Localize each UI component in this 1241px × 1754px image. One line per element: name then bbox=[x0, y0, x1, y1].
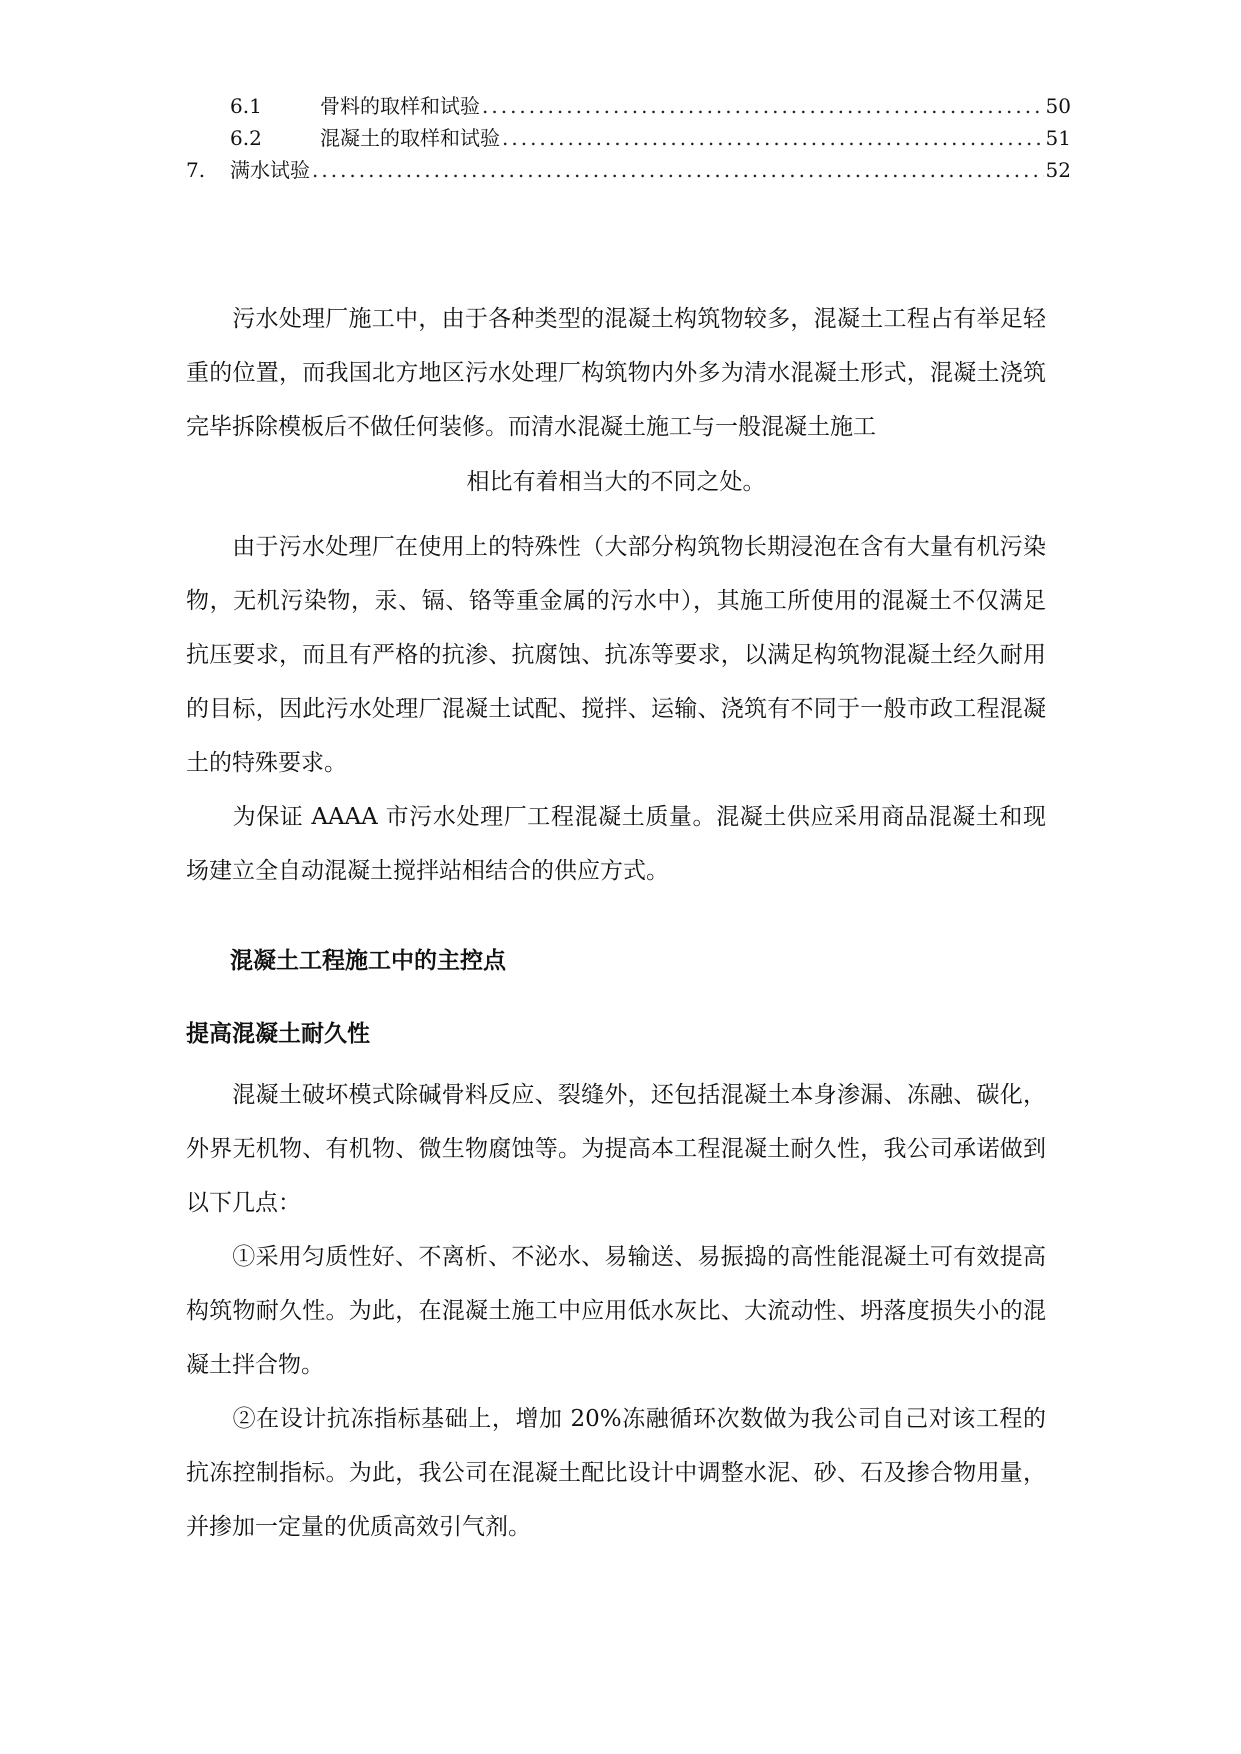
paragraph-text: ②在设计抗冻指标基础上，增加 20%冻融循环次数做为我公司自己对该工程的抗冻控制指标。为此，我公司在混凝土配比设计中调整水泥、砂、石及掺合物用量，并掺加一定量的优质高效引气剂。 bbox=[186, 1406, 1046, 1540]
intro-paragraph-1 bbox=[186, 292, 1046, 454]
paragraph-text: ①采用匀质性好、不离析、不泌水、易输送、易振捣的高性能混凝土可有效提高构筑物耐久性。为此，在混凝土施工中应用低水灰比、大流动性、坍落度损失小的混凝土拌合物。 bbox=[186, 1244, 1046, 1378]
paragraph-text: 污水处理厂施工中，由于各种类型的混凝土构筑物较多，混凝土工程占有举足轻重的位置，而我国北方地区污水处理厂构筑物内外多为清水混凝土形式，混凝土浇筑完毕拆除模板后不做任何装修。而清水混凝土施工与一般混凝土施工 bbox=[186, 306, 1046, 440]
toc-leader-dots bbox=[312, 154, 1044, 186]
toc-leader-dots bbox=[482, 90, 1044, 122]
toc-entry-title: 满水试验 bbox=[230, 158, 310, 182]
durability-paragraph-3 bbox=[186, 1392, 1046, 1554]
intro-paragraph-1-last-line: 相比有着相当大的不同之处。 bbox=[466, 469, 766, 495]
intro-paragraph-3 bbox=[186, 790, 1046, 898]
durability-paragraph-1 bbox=[186, 1068, 1046, 1230]
toc-entry-page: 50 bbox=[1045, 94, 1071, 118]
paragraph-text: 为保证 AAAA 市污水处理厂工程混凝土质量。混凝土供应采用商品混凝土和现场建立全自动混凝土搅拌站相结合的供应方式。 bbox=[186, 804, 1046, 884]
paragraph-text: 由于污水处理厂在使用上的特殊性（大部分构筑物长期浸泡在含有大量有机污染物，无机污染物，汞、镉、铬等重金属的污水中），其施工所使用的混凝土不仅满足抗压要求，而且有严格的抗渗、抗腐蚀、抗冻等要求，以满足构筑物混凝土经久耐用的目标，因此污水处理厂混凝土试配、搅拌、运输、浇筑有不同于一般市政工程混凝土的特殊要求。 bbox=[186, 534, 1046, 776]
toc-entry[interactable] bbox=[186, 154, 1071, 186]
toc-entry-title: 骨料的取样和试验 bbox=[320, 94, 480, 118]
durability-paragraph-2 bbox=[186, 1230, 1046, 1392]
toc-leader-dots bbox=[502, 122, 1044, 154]
toc-entry-page: 52 bbox=[1045, 158, 1071, 182]
toc-entry-number: 7. bbox=[186, 158, 206, 182]
section-subheading: 提高混凝土耐久性 bbox=[186, 1021, 370, 1047]
toc-entry-title: 混凝土的取样和试验 bbox=[320, 126, 500, 150]
toc-entry-number: 6.2 bbox=[230, 126, 262, 150]
table-of-contents bbox=[186, 90, 1071, 186]
toc-entry[interactable] bbox=[186, 90, 1071, 122]
paragraph-text: 混凝土破坏模式除碱骨料反应、裂缝外，还包括混凝土本身渗漏、冻融、碳化，外界无机物、有机物、微生物腐蚀等。为提高本工程混凝土耐久性，我公司承诺做到以下几点： bbox=[186, 1082, 1046, 1216]
intro-paragraph-2 bbox=[186, 520, 1046, 790]
section-heading: 混凝土工程施工中的主控点 bbox=[230, 948, 506, 974]
toc-entry[interactable] bbox=[186, 122, 1071, 154]
toc-entry-page: 51 bbox=[1045, 126, 1071, 150]
toc-entry-number: 6.1 bbox=[230, 94, 262, 118]
